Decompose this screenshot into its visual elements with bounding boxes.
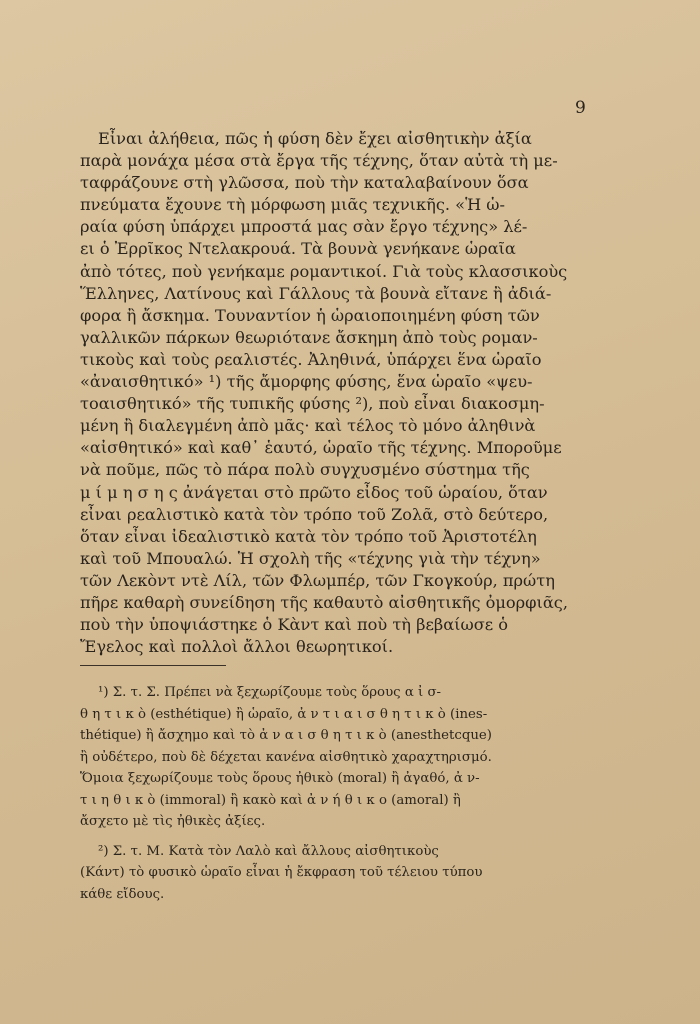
body-line: καὶ τοῦ Μπουαλώ. Ἡ σχολὴ τῆς «τέχνης γιὰ τὴν τέχνη»: [80, 548, 541, 568]
page-number: 9: [575, 98, 586, 118]
body-line: ταφράζουνε στὴ γλῶσσα, ποὺ τὴν καταλαβαίνουν ὅσα: [80, 173, 529, 193]
body-line: Εἶναι ἀλήθεια, πῶς ἡ φύση δὲν ἔχει αἰσθητικὴν ἀξία: [98, 129, 532, 148]
body-line: ει ὁ Ἐρρῖκος Ντελακρουά. Τὰ βουνὰ γενήκανε ὡραῖα: [80, 239, 516, 259]
body-line: ἀπὸ τότες, ποὺ γενήκαμε ρομαντικοί. Γιὰ τοὺς κλασσικοὺς: [80, 261, 568, 281]
footnote-line: θ η τ ι κ ὸ (esthétique) ἢ ὡραῖο, ἀ ν τ ι α ι σ θ η τ ι κ ὸ (ines-: [80, 706, 488, 722]
body-line: «αἰσθητικό» καὶ καθ᾿ ἑαυτό, ὡραῖο τῆς τέχνης. Μποροῦμε: [80, 438, 562, 458]
footnote-line: Ὅμοια ξεχωρίζουμε τοὺς ὅρους ἠθικὸ (moral) ἢ ἀγαθό, ἀ ν-: [80, 771, 480, 786]
body-line: «ἀναισθητικό» ¹) τῆς ἄμορφης φύσης, ἕνα ὡραῖο «ψευ-: [80, 372, 533, 392]
footnote-line: (Κάντ) τὸ φυσικὸ ὡραῖο εἶναι ἡ ἔκφραση τοῦ τέλειου τύπου: [80, 865, 483, 880]
body-text: [80, 128, 585, 658]
body-line: ὅταν εἶναι ἰδεαλιστικὸ κατὰ τὸν τρόπο τοῦ Ἀριστοτέλη: [80, 526, 537, 546]
body-line: μένη ἢ διαλεγμένη ἀπὸ μᾶς· καὶ τέλος τὸ μόνο ἀληθινὰ: [80, 416, 536, 436]
body-line: μ ί μ η σ η ς ἀνάγεται στὸ πρῶτο εἶδος τοῦ ὡραίου, ὅταν: [80, 482, 548, 502]
body-line: γαλλικῶν πάρκων θεωριότανε ἄσκημη ἀπὸ τοὺς ρομαν-: [80, 327, 538, 347]
body-line: Ἔγελος καὶ πολλοὶ ἄλλοι θεωρητικοί.: [80, 637, 394, 657]
footnote-line: ¹) Σ. τ. Σ. Πρέπει νὰ ξεχωρίζουμε τοὺς ὅρους α ἰ σ-: [98, 685, 442, 700]
body-line: ραία φύση ὑπάρχει μπροστά μας σὰν ἔργο τέχνης» λέ-: [80, 217, 528, 237]
body-line: τῶν Λεκὸντ ντὲ Λίλ, τῶν Φλωμπέρ, τῶν Γκογκούρ, πρώτη: [80, 570, 555, 590]
footnote-line: ἢ οὐδέτερο, ποὺ δὲ δέχεται κανένα αἰσθητικὸ χαραχτηρισμό.: [80, 749, 492, 765]
body-line: ποὺ τὴν ὑποψιάστηκε ὁ Κὰντ καὶ ποὺ τὴ βεβαίωσε ὁ: [80, 615, 509, 635]
body-line: Ἕλληνες, Λατίνους καὶ Γάλλους τὰ βουνὰ εἴτανε ἢ ἀδιά-: [80, 283, 552, 303]
footnote-line: ἄσχετο μὲ τὶς ἠθικὲς ἀξίες.: [80, 814, 266, 829]
footnote-divider: [80, 665, 226, 666]
body-line: τοαισθητικό» τῆς τυπικῆς φύσης ²), ποὺ εἶναι διακοσμη-: [80, 394, 545, 414]
footnote-line: τ ι η θ ι κ ὸ (immoral) ἢ κακὸ καὶ ἀ ν ή θ ι κ ο (amoral) ἢ: [80, 792, 461, 808]
body-line: πνεύματα ἔχουνε τὴ μόρφωση μιᾶς τεχνικῆς. «Ἡ ὡ-: [80, 195, 505, 215]
body-line: φορα ἢ ἄσκημα. Τουναντίον ἡ ὡραιοποιημένη φύση τῶν: [80, 305, 540, 325]
footnote-line: thétique) ἢ ἄσχημο καὶ τὸ ἀ ν α ι σ θ η τ ι κ ὸ (anesthetcque): [80, 728, 492, 743]
body-line: εἶναι ρεαλιστικὸ κατὰ τὸν τρόπο τοῦ Ζολᾶ, στὸ δεύτερο,: [80, 504, 549, 524]
footnotes: [80, 682, 585, 905]
body-line: νὰ ποῦμε, πῶς τὸ πάρα πολὺ συγχυσμένο σύστημα τῆς: [80, 460, 530, 480]
body-line: τικοὺς καὶ τοὺς ρεαλιστές. Ἀληθινά, ὑπάρχει ἕνα ὡραῖο: [80, 349, 542, 369]
body-line: πῆρε καθαρὴ συνείδηση τῆς καθαυτὸ αἰσθητικῆς ὀμορφιᾶς,: [80, 592, 569, 612]
footnote-gap: [80, 833, 585, 841]
body-line: παρὰ μονάχα μέσα στὰ ἔργα τῆς τέχνης, ὅταν αὐτὰ τὴ με-: [80, 151, 558, 171]
footnote-line: κάθε εἴδους.: [80, 886, 165, 902]
footnote-line: ²) Σ. τ. Μ. Κατὰ τὸν Λαλὸ καὶ ἄλλους αἰσθητικοὺς: [98, 843, 439, 859]
